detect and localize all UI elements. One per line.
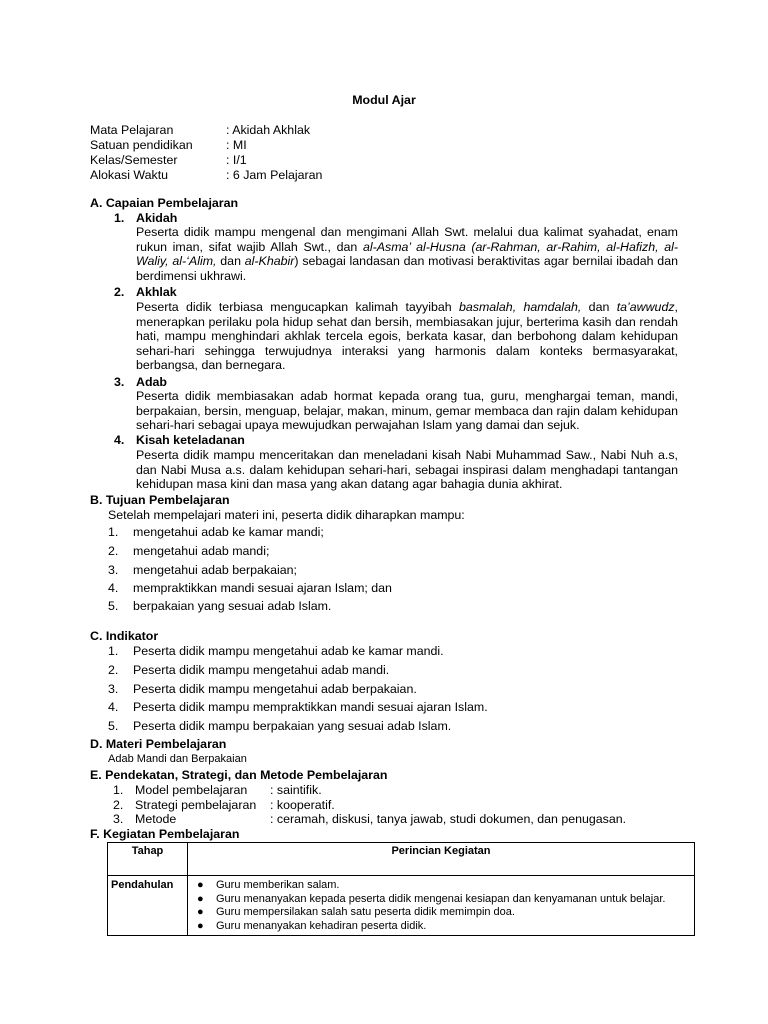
table-cell-stage: Pendahulan — [108, 876, 188, 936]
list-item — [113, 812, 673, 827]
list-key: Metode — [135, 812, 177, 826]
subheading-number: 2. — [114, 285, 125, 299]
list-number: 2. — [113, 798, 124, 812]
list-number: 4. — [108, 700, 119, 714]
list-number: 5. — [108, 719, 119, 733]
kegiatan-table — [107, 842, 695, 936]
list-key: Strategi pembelajaran — [135, 798, 257, 812]
table-header-tahap: Tahap — [108, 843, 188, 876]
section-b-intro: Setelah mempelajari materi ini, peserta didik diharapkan mampu: — [108, 508, 465, 522]
section-a-heading: A. Capaian Pembelajaran — [90, 196, 239, 210]
info-row-alokasi-waktu — [90, 168, 490, 183]
bullet-icon: ● — [197, 919, 204, 932]
paragraph-akhlak — [136, 300, 678, 373]
italic-span: al-Khabir — [244, 254, 295, 269]
info-row-kelas-semester — [90, 153, 490, 168]
subheading-akidah: Akidah — [136, 211, 178, 225]
list-text: mengetahui adab berpakaian; — [133, 563, 297, 577]
paragraph-adab: Peserta didik membiasakan adab hormat kepada orang tua, guru, menghargai teman, mandi, berpakaian, bersin, menguap, belajar, makan, minum, gemar membaca dan rajin dalam kehidupan sehari-hari sebagai upaya mewujudkan perwajahan Islam yang damai dan sejuk. — [136, 389, 678, 433]
section-b-heading: B. Tujuan Pembelajaran — [90, 493, 230, 507]
section-c-heading: C. Indikator — [90, 629, 159, 643]
list-value: : kooperatif. — [270, 798, 335, 812]
table-cell-activities — [188, 876, 695, 936]
list-text: Peserta didik mampu mengetahui adab ke kamar mandi. — [133, 644, 444, 658]
list-number: 3. — [108, 682, 119, 696]
text-span: Peserta didik mampu mengenal dan mengimani Allah Swt. melalui dua kalimat syahadat, enam rukun iman, sifat wajib Allah Swt., dan — [136, 225, 678, 254]
list-number: 4. — [108, 581, 119, 595]
bullet-icon: ● — [197, 879, 204, 891]
info-key: Mata Pelajaran — [90, 123, 174, 137]
list-number: 1. — [108, 644, 119, 658]
paragraph-akidah — [136, 225, 678, 283]
list-text: mengetahui adab mandi; — [133, 544, 270, 558]
list-item — [188, 920, 694, 934]
subheading-number: 1. — [114, 211, 125, 225]
activity-text: Guru memberikan salam. — [216, 879, 340, 891]
list-item — [188, 906, 694, 920]
list-text: Peserta didik mampu mengetahui adab mandi. — [133, 663, 390, 677]
info-key: Satuan pendidikan — [90, 138, 193, 152]
list-text: berpakaian yang sesuai adab Islam. — [133, 599, 332, 613]
list-number: 5. — [108, 599, 119, 613]
text-span: ) sebagai landasan dan motivasi beraktivitas agar bernilai ibadah dan berdimensi ukhrawi. — [136, 254, 678, 283]
subheading-number: 4. — [114, 433, 125, 447]
list-text: mempraktikkan mandi sesuai ajaran Islam; dan — [133, 581, 392, 595]
subheading-akhlak: Akhlak — [136, 285, 177, 299]
list-text: Peserta didik mampu berpakaian yang sesuai adab Islam. — [133, 719, 452, 733]
info-value: : 6 Jam Pelajaran — [226, 168, 323, 182]
list-number: 2. — [108, 544, 119, 558]
list-value: : ceramah, diskusi, tanya jawab, studi dokumen, dan penugasan. — [270, 812, 627, 826]
list-number: 2. — [108, 663, 119, 677]
text-span: dan — [216, 254, 245, 269]
list-number: 3. — [108, 563, 119, 577]
info-value: : Akidah Akhlak — [226, 123, 311, 137]
list-item — [188, 879, 694, 893]
info-key: Alokasi Waktu — [90, 168, 169, 182]
section-d-text: Adab Mandi dan Berpakaian — [108, 753, 247, 765]
list-text: mengetahui adab ke kamar mandi; — [133, 525, 324, 539]
list-number: 1. — [108, 525, 119, 539]
table-row — [108, 876, 695, 936]
subheading-kisah-keteladanan: Kisah keteladanan — [136, 433, 245, 447]
italic-span: ta’awwudz — [616, 300, 675, 314]
subheading-number: 3. — [114, 375, 125, 389]
info-value: : I/1 — [226, 153, 247, 167]
italic-span: basmalah, hamdalah, — [458, 300, 582, 314]
document-title: Modul Ajar — [352, 93, 416, 107]
list-number: 3. — [113, 812, 124, 826]
info-key: Kelas/Semester — [90, 153, 178, 167]
list-text: Peserta didik mampu mempraktikkan mandi sesuai ajaran Islam. — [133, 700, 488, 714]
activity-text: Guru menanyakan kepada peserta didik mengenai kesiapan dan kenyamanan untuk belajar. — [216, 892, 666, 905]
text-span: dan — [581, 300, 617, 314]
list-number: 1. — [113, 783, 124, 797]
info-value: : MI — [226, 138, 247, 152]
text-span: , menerapkan perilaku pola hidup sehat dan bersih, membiasakan jujur, berterima kasih dan rendah hati, mampu menghindari akhlak tercela egois, berkata kasar, dan berbohong dalam kehidupan sehari-hari sehingga terwujudnya interaksi yang harmonis dalam konteks bermasyarakat, berbangsa, dan bernegara. — [136, 300, 678, 373]
list-item — [113, 783, 673, 798]
list-text: Peserta didik mampu mengetahui adab berpakaian. — [133, 682, 417, 696]
section-d-heading: D. Materi Pembelajaran — [90, 737, 227, 751]
section-e-heading: E. Pendekatan, Strategi, dan Metode Pembelajaran — [90, 768, 388, 782]
section-f-heading: F. Kegiatan Pembelajaran — [90, 827, 240, 841]
paragraph-kisah: Peserta didik mampu menceritakan dan meneladani kisah Nabi Muhammad Saw., Nabi Nuh a.s, dan Nabi Musa a.s. dalam kehidupan sehari-hari, sebagai inspirasi dalam menghadapi tantangan kehidupan masa kini dan masa yang akan datang agar bahagia dunia akhirat. — [136, 448, 678, 492]
table-header-row — [108, 843, 695, 876]
info-row-mata-pelajaran — [90, 123, 490, 138]
text-span: Peserta didik terbiasa mengucapkan kalimah tayyibah — [136, 300, 459, 314]
bullet-icon: ● — [197, 906, 204, 918]
activity-list — [188, 879, 694, 933]
activity-text: Guru mempersilakan salah satu peserta didik memimpin doa. — [216, 906, 515, 918]
bullet-icon: ● — [197, 892, 204, 905]
italic-span: al-Asma’ al-Husna (ar-Rahman, ar-Rahim, al-Hafizh, al-Waliy, al-‘Alim, — [136, 239, 678, 269]
activity-text: Guru menanyakan kehadiran peserta didik. — [216, 919, 427, 932]
list-key: Model pembelajaran — [135, 783, 248, 797]
table-header-perincian: Perincian Kegiatan — [188, 843, 695, 876]
list-value: : saintifik. — [270, 783, 322, 797]
list-item — [188, 893, 694, 907]
info-row-satuan-pendidikan — [90, 138, 490, 153]
list-item — [113, 798, 673, 813]
subheading-adab: Adab — [136, 375, 167, 389]
